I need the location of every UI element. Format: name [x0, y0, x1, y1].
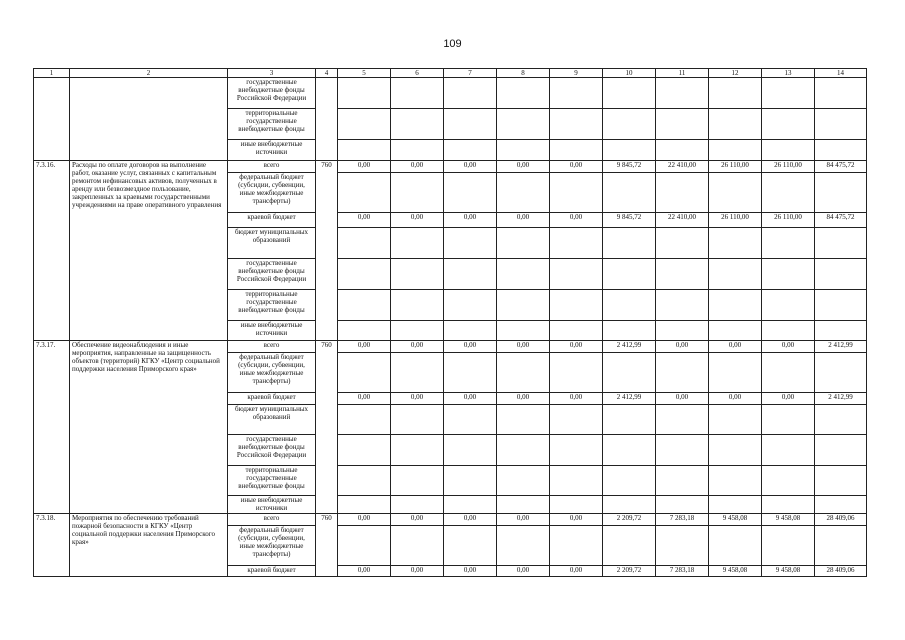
value-cell: 0,00	[762, 341, 815, 353]
source-cell: территориальные государственные внебюджетные фонды	[228, 290, 316, 321]
value-cell: 0,00	[550, 514, 603, 526]
value-cell: 0,00	[444, 514, 497, 526]
value-cell: 0,00	[497, 341, 550, 353]
column-number-row	[34, 69, 867, 78]
value-cell: 9 458,08	[709, 514, 762, 526]
value-cell: 0,00	[550, 393, 603, 405]
header-cell: 14	[815, 69, 867, 78]
header-cell: 3	[228, 69, 316, 78]
value-cell: 0,00	[550, 566, 603, 577]
value-cell: 2 209,72	[603, 514, 656, 526]
value-cell: 0,00	[444, 161, 497, 173]
source-cell: бюджет муниципальных образований	[228, 405, 316, 435]
value-cell: 0,00	[656, 341, 709, 353]
item-number: 7.3.18.	[34, 514, 70, 577]
value-cell: 0,00	[709, 341, 762, 353]
page-number: 109	[443, 38, 462, 50]
source-cell: государственные внебюджетные фонды Российской Федерации	[228, 259, 316, 290]
value-cell: 22 410,00	[656, 161, 709, 173]
header-cell: 7	[444, 69, 497, 78]
value-cell: 26 110,00	[709, 161, 762, 173]
value-cell: 9 458,08	[762, 514, 815, 526]
value-cell: 0,00	[338, 213, 391, 228]
header-cell: 9	[550, 69, 603, 78]
value-cell: 0,00	[338, 393, 391, 405]
value-cell: 0,00	[338, 566, 391, 577]
source-cell: краевой бюджет	[228, 213, 316, 228]
header-cell: 13	[762, 69, 815, 78]
value-cell: 0,00	[338, 341, 391, 353]
value-cell: 22 410,00	[656, 213, 709, 228]
item-code: 760	[316, 161, 338, 341]
source-cell: территориальные государственные внебюджетные фонды	[228, 466, 316, 496]
value-cell: 0,00	[444, 341, 497, 353]
item-number: 7.3.17.	[34, 341, 70, 514]
value-cell: 2 209,72	[603, 566, 656, 577]
value-cell: 7 283,18	[656, 566, 709, 577]
value-cell: 2 412,99	[815, 393, 867, 405]
header-cell: 1	[34, 69, 70, 78]
item-code: 760	[316, 341, 338, 514]
table-row	[34, 341, 867, 353]
value-cell: 0,00	[550, 341, 603, 353]
source-cell: иные внебюджетные источники	[228, 140, 316, 161]
header-cell: 2	[70, 69, 228, 78]
value-cell: 0,00	[709, 393, 762, 405]
value-cell: 0,00	[444, 393, 497, 405]
source-cell: всего	[228, 341, 316, 353]
item-name: Обеспечение видеонаблюдения и иные мероприятия, направленные на защищенность объектов (территорий) КГКУ «Центр социальной поддержки населения Приморского края»	[70, 341, 228, 514]
value-cell: 0,00	[497, 161, 550, 173]
header-cell: 11	[656, 69, 709, 78]
item-number: 7.3.16.	[34, 161, 70, 341]
table-row	[34, 514, 867, 526]
value-cell: 9 845,72	[603, 213, 656, 228]
source-cell: федеральный бюджет (субсидии, субвенции, иные межбюджетные трансферты)	[228, 173, 316, 213]
table-row	[34, 78, 867, 109]
value-cell: 0,00	[391, 213, 444, 228]
value-cell: 0,00	[338, 161, 391, 173]
source-cell: иные внебюджетные источники	[228, 496, 316, 514]
value-cell: 0,00	[550, 161, 603, 173]
value-cell: 0,00	[497, 213, 550, 228]
header-cell: 5	[338, 69, 391, 78]
value-cell: 2 412,99	[603, 393, 656, 405]
value-cell: 0,00	[391, 566, 444, 577]
value-cell: 0,00	[762, 393, 815, 405]
value-cell: 26 110,00	[762, 161, 815, 173]
header-cell: 10	[603, 69, 656, 78]
value-cell: 0,00	[497, 514, 550, 526]
source-cell: федеральный бюджет (субсидии, субвенции, иные межбюджетные трансферты)	[228, 526, 316, 566]
item-code: 760	[316, 514, 338, 577]
header-cell: 6	[391, 69, 444, 78]
source-cell: иные внебюджетные источники	[228, 321, 316, 341]
value-cell: 0,00	[391, 514, 444, 526]
header-cell: 8	[497, 69, 550, 78]
header-cell: 4	[316, 69, 338, 78]
table-row	[34, 161, 867, 173]
source-cell: территориальные государственные внебюджетные фонды	[228, 109, 316, 140]
value-cell: 0,00	[444, 213, 497, 228]
budget-table	[33, 68, 867, 577]
source-cell: всего	[228, 514, 316, 526]
value-cell: 0,00	[391, 393, 444, 405]
item-name: Расходы по оплате договоров на выполнение работ, оказание услуг, связанных с капитальным ремонтом нефинансовых активов, полученных в аренду или безвозмездное пользование, закрепленных за краевыми государственными учреждениями на праве оперативного управления	[70, 161, 228, 341]
source-cell: государственные внебюджетные фонды Российской Федерации	[228, 78, 316, 109]
value-cell: 0,00	[550, 213, 603, 228]
source-cell: краевой бюджет	[228, 566, 316, 577]
header-cell: 12	[709, 69, 762, 78]
value-cell: 2 412,99	[603, 341, 656, 353]
value-cell: 9 458,08	[762, 566, 815, 577]
value-cell: 2 412,99	[815, 341, 867, 353]
value-cell: 84 475,72	[815, 213, 867, 228]
value-cell: 84 475,72	[815, 161, 867, 173]
source-cell: краевой бюджет	[228, 393, 316, 405]
value-cell: 26 110,00	[762, 213, 815, 228]
value-cell: 0,00	[391, 341, 444, 353]
item-name: Мероприятия по обеспечению требований пожарной безопасности в КГКУ «Центр социальной поддержки населения Приморского края»	[70, 514, 228, 577]
source-cell: государственные внебюджетные фонды Российской Федерации	[228, 435, 316, 466]
value-cell: 9 845,72	[603, 161, 656, 173]
value-cell: 28 409,06	[815, 566, 867, 577]
value-cell: 28 409,06	[815, 514, 867, 526]
source-cell: бюджет муниципальных образований	[228, 228, 316, 259]
value-cell: 0,00	[338, 514, 391, 526]
value-cell: 9 458,08	[709, 566, 762, 577]
value-cell: 26 110,00	[709, 213, 762, 228]
value-cell: 0,00	[497, 393, 550, 405]
value-cell: 0,00	[656, 393, 709, 405]
source-cell: всего	[228, 161, 316, 173]
value-cell: 0,00	[391, 161, 444, 173]
value-cell: 0,00	[497, 566, 550, 577]
value-cell: 7 283,18	[656, 514, 709, 526]
value-cell: 0,00	[444, 566, 497, 577]
source-cell: федеральный бюджет (субсидии, субвенции, иные межбюджетные трансферты)	[228, 353, 316, 393]
